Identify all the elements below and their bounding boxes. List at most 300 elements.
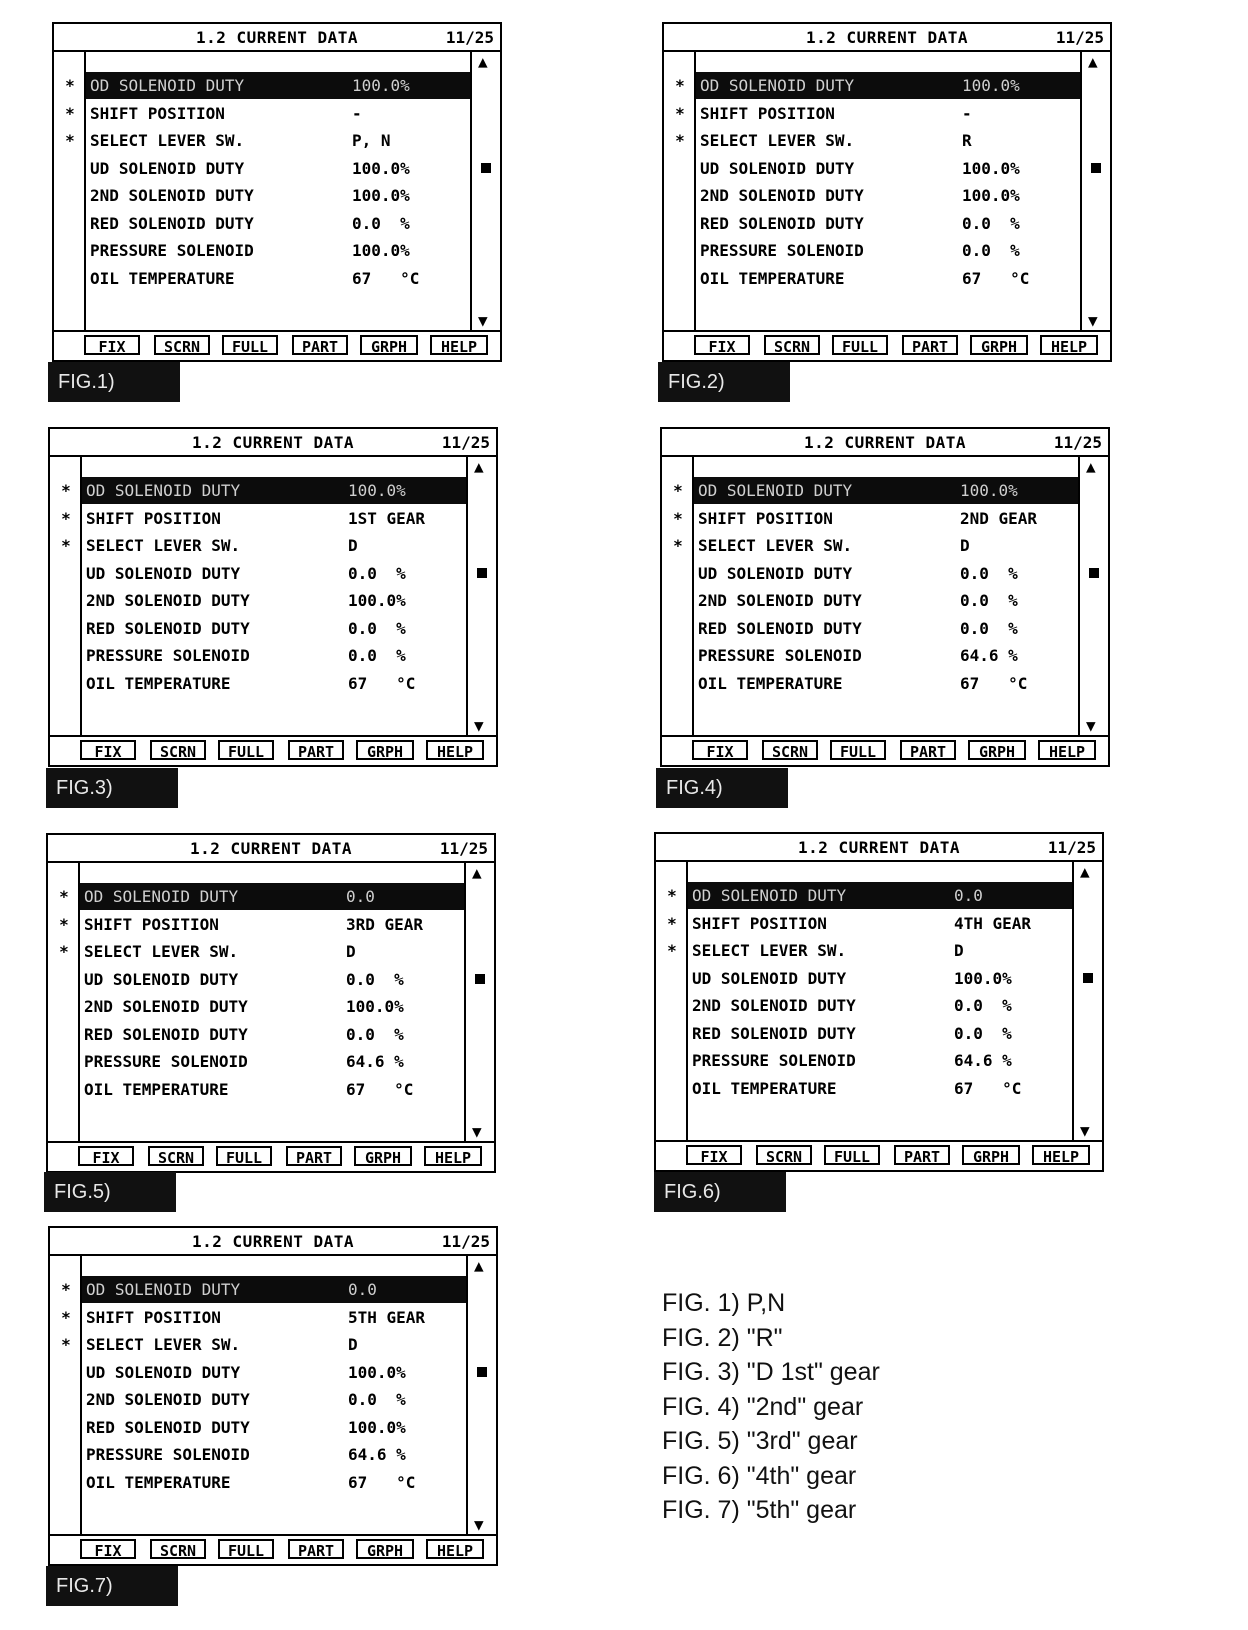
- scrollbar-thumb[interactable]: [1091, 163, 1101, 173]
- page-indicator: 11/25: [439, 839, 488, 858]
- data-item-value: 67 °C: [348, 673, 416, 693]
- scrollbar-thumb[interactable]: [477, 568, 487, 578]
- data-row[interactable]: [86, 210, 470, 237]
- figure-label: FIG.6): [654, 1172, 786, 1212]
- data-item-label: SHIFT POSITION: [86, 508, 221, 528]
- help-button[interactable]: HELP: [1032, 1145, 1090, 1165]
- data-item-value: 0.0 %: [346, 969, 404, 989]
- data-item-value: 100.0%: [960, 481, 1018, 500]
- fixed-item-marker-column: [664, 50, 696, 332]
- fixed-item-marker-column: [656, 860, 688, 1142]
- screen-title: 1.2 CURRENT DATA: [797, 838, 961, 857]
- legend-item: FIG. 5) "3rd" gear: [662, 1427, 858, 1455]
- data-row[interactable]: [86, 127, 470, 154]
- data-item-value: 0.0 %: [348, 618, 406, 638]
- scroll-up-arrow-icon[interactable]: ▲: [474, 1256, 484, 1275]
- fixed-item-marker-column: [50, 455, 82, 737]
- data-row[interactable]: [82, 1441, 466, 1468]
- data-item-value: 100.0%: [352, 241, 410, 260]
- data-list: [86, 50, 470, 332]
- data-row[interactable]: [82, 505, 466, 532]
- page-indicator: 11/25: [445, 28, 494, 47]
- part-button[interactable]: PART: [902, 335, 958, 355]
- data-item-label: OD SOLENOID DUTY: [698, 481, 853, 500]
- fixed-item-star-icon: *: [61, 1280, 71, 1299]
- full-button[interactable]: FULL: [216, 1146, 272, 1166]
- grph-button[interactable]: GRPH: [968, 740, 1026, 760]
- data-row[interactable]: [82, 1386, 466, 1413]
- fixed-item-star-icon: *: [667, 886, 677, 905]
- fixed-item-star-icon: *: [65, 76, 75, 95]
- scrn-button[interactable]: SCRN: [756, 1145, 812, 1165]
- data-item-label: UD SOLENOID DUTY: [90, 158, 245, 178]
- fixed-item-marker-column: [50, 1254, 82, 1536]
- data-item-label: SHIFT POSITION: [692, 913, 827, 933]
- data-item-label: 2ND SOLENOID DUTY: [700, 186, 864, 205]
- scrn-button[interactable]: SCRN: [154, 335, 210, 355]
- data-item-value: 0.0: [348, 1280, 377, 1299]
- help-button[interactable]: HELP: [1040, 335, 1098, 355]
- data-item-value: R: [962, 131, 972, 150]
- legend-item: FIG. 6) "4th" gear: [662, 1461, 857, 1490]
- scrn-button[interactable]: SCRN: [764, 335, 820, 355]
- fixed-item-star-icon: *: [61, 1335, 71, 1354]
- help-button[interactable]: HELP: [1038, 740, 1096, 760]
- data-item-value: D: [348, 1335, 358, 1354]
- data-item-value: 100.0%: [954, 968, 1012, 988]
- scrn-button[interactable]: SCRN: [150, 1539, 206, 1559]
- screen-title: 1.2 CURRENT DATA: [195, 28, 359, 47]
- data-item-value: P, N: [352, 131, 391, 150]
- scroll-down-arrow-icon[interactable]: ▼: [472, 1122, 482, 1141]
- data-row[interactable]: [696, 182, 1080, 209]
- data-item-value: 100.0%: [346, 997, 404, 1016]
- screen-title: 1.2 CURRENT DATA: [805, 28, 969, 47]
- data-item-label: OIL TEMPERATURE: [692, 1078, 837, 1098]
- data-item-value: 0.0 %: [348, 1390, 406, 1409]
- data-item-label: OD SOLENOID DUTY: [84, 887, 239, 906]
- full-button[interactable]: FULL: [218, 740, 274, 760]
- fixed-item-star-icon: *: [61, 536, 71, 555]
- data-item-label: SHIFT POSITION: [90, 103, 225, 123]
- scroll-up-arrow-icon[interactable]: ▲: [1080, 862, 1090, 881]
- data-item-label: SELECT LEVER SW.: [700, 131, 855, 150]
- data-row[interactable]: [80, 993, 464, 1020]
- scroll-up-arrow-icon[interactable]: ▲: [474, 457, 484, 476]
- data-item-value: D: [348, 536, 358, 555]
- data-item-label: RED SOLENOID DUTY: [86, 618, 250, 638]
- figure-label: FIG.1): [48, 362, 180, 402]
- data-row[interactable]: [82, 642, 466, 669]
- data-row[interactable]: [86, 182, 470, 209]
- data-row[interactable]: [696, 72, 1080, 99]
- function-key-bar: [50, 1534, 496, 1564]
- screen-title: 1.2 CURRENT DATA: [191, 433, 355, 452]
- help-button[interactable]: HELP: [424, 1146, 482, 1166]
- scroll-down-arrow-icon[interactable]: ▼: [1086, 716, 1096, 735]
- help-button[interactable]: HELP: [430, 335, 488, 355]
- data-item-label: RED SOLENOID DUTY: [84, 1024, 248, 1044]
- screen-title: 1.2 CURRENT DATA: [191, 1232, 355, 1251]
- data-item-value: 64.6 %: [348, 1445, 406, 1464]
- data-item-value: 0.0 %: [954, 1023, 1012, 1043]
- data-row[interactable]: [694, 560, 1078, 587]
- scrollbar[interactable]: [466, 1254, 496, 1536]
- title-bar: [50, 429, 496, 457]
- scan-tool-screen: [654, 832, 1104, 1172]
- full-button[interactable]: FULL: [222, 335, 278, 355]
- data-row[interactable]: [86, 237, 470, 264]
- data-item-value: 0.0 %: [954, 996, 1012, 1015]
- legend-item: FIG. 3) "D 1st" gear: [662, 1358, 880, 1386]
- data-item-label: UD SOLENOID DUTY: [698, 563, 853, 583]
- data-item-value: D: [346, 942, 356, 961]
- title-bar: [664, 24, 1110, 52]
- data-item-label: RED SOLENOID DUTY: [692, 1023, 856, 1043]
- scan-tool-screen: [48, 427, 498, 767]
- data-row[interactable]: [82, 532, 466, 559]
- data-row[interactable]: [80, 966, 464, 993]
- legend-item: FIG. 1) P,N: [662, 1289, 786, 1317]
- function-key-bar: [656, 1140, 1102, 1170]
- data-row[interactable]: [688, 1020, 1072, 1047]
- fixed-item-star-icon: *: [59, 914, 69, 934]
- data-item-label: 2ND SOLENOID DUTY: [90, 186, 254, 205]
- data-row[interactable]: [82, 1331, 466, 1358]
- figure-legend: [662, 1286, 880, 1528]
- data-item-value: 100.0%: [348, 481, 406, 500]
- data-item-label: OD SOLENOID DUTY: [692, 886, 847, 905]
- data-row[interactable]: [80, 938, 464, 965]
- data-item-label: SHIFT POSITION: [86, 1307, 221, 1327]
- function-key-bar: [48, 1141, 494, 1171]
- legend-item: FIG. 4) "2nd" gear: [662, 1392, 864, 1421]
- scrollbar-thumb[interactable]: [1089, 568, 1099, 578]
- data-item-value: 67 °C: [352, 268, 420, 288]
- scan-tool-screen: [662, 22, 1112, 362]
- grph-button[interactable]: GRPH: [354, 1146, 412, 1166]
- data-item-value: 1ST GEAR: [348, 508, 426, 528]
- part-button[interactable]: PART: [288, 1539, 344, 1559]
- scrn-button[interactable]: SCRN: [150, 740, 206, 760]
- data-item-label: OD SOLENOID DUTY: [86, 1280, 241, 1299]
- grph-button[interactable]: GRPH: [962, 1145, 1020, 1165]
- scan-tool-screen: [52, 22, 502, 362]
- data-item-label: PRESSURE SOLENOID: [84, 1052, 248, 1071]
- scroll-down-arrow-icon[interactable]: ▼: [1080, 1121, 1090, 1140]
- fixed-item-star-icon: *: [65, 103, 75, 123]
- data-item-value: D: [954, 941, 964, 960]
- data-row[interactable]: [688, 965, 1072, 992]
- scrollbar[interactable]: [1072, 860, 1102, 1142]
- function-key-bar: [54, 330, 500, 360]
- scrollbar[interactable]: [464, 861, 494, 1143]
- full-button[interactable]: FULL: [824, 1145, 880, 1165]
- data-list: [80, 861, 464, 1143]
- data-item-label: UD SOLENOID DUTY: [86, 563, 241, 583]
- data-row[interactable]: [696, 155, 1080, 182]
- figure-label: FIG.5): [44, 1172, 176, 1212]
- data-item-value: 67 °C: [346, 1079, 414, 1099]
- data-item-value: 100.0%: [962, 76, 1020, 95]
- data-item-value: 64.6 %: [346, 1052, 404, 1071]
- scroll-up-arrow-icon[interactable]: ▲: [1088, 52, 1098, 71]
- scroll-down-arrow-icon[interactable]: ▼: [478, 311, 488, 330]
- function-key-bar: [50, 735, 496, 765]
- data-row[interactable]: [80, 1021, 464, 1048]
- data-item-label: OIL TEMPERATURE: [698, 673, 843, 693]
- data-row[interactable]: [80, 1076, 464, 1103]
- data-row[interactable]: [80, 883, 464, 910]
- data-item-label: SELECT LEVER SW.: [86, 1335, 241, 1354]
- fixed-item-marker-column: [662, 455, 694, 737]
- part-button[interactable]: PART: [894, 1145, 950, 1165]
- data-row[interactable]: [694, 587, 1078, 614]
- scroll-down-arrow-icon[interactable]: ▼: [1088, 311, 1098, 330]
- data-row[interactable]: [696, 210, 1080, 237]
- data-row[interactable]: [694, 642, 1078, 669]
- fix-button[interactable]: FIX: [692, 740, 748, 760]
- data-row[interactable]: [688, 992, 1072, 1019]
- fixed-item-star-icon: *: [61, 508, 71, 528]
- data-item-value: 0.0: [954, 886, 983, 905]
- data-item-label: 2ND SOLENOID DUTY: [698, 591, 862, 610]
- data-item-value: 100.0%: [348, 1417, 406, 1437]
- data-item-value: 67 °C: [954, 1078, 1022, 1098]
- data-row[interactable]: [688, 1047, 1072, 1074]
- data-row[interactable]: [82, 615, 466, 642]
- function-key-bar: [664, 330, 1110, 360]
- data-item-label: UD SOLENOID DUTY: [700, 158, 855, 178]
- data-row[interactable]: [82, 477, 466, 504]
- data-row[interactable]: [696, 100, 1080, 127]
- data-item-label: RED SOLENOID DUTY: [90, 213, 254, 233]
- data-item-value: 100.0%: [962, 158, 1020, 178]
- data-item-label: 2ND SOLENOID DUTY: [86, 591, 250, 610]
- scroll-up-arrow-icon[interactable]: ▲: [478, 52, 488, 71]
- scan-tool-screen: [48, 1226, 498, 1566]
- data-row[interactable]: [82, 560, 466, 587]
- data-item-value: 100.0%: [962, 186, 1020, 205]
- figure-label: FIG.4): [656, 768, 788, 808]
- data-item-value: 0.0 %: [960, 591, 1018, 610]
- fixed-item-star-icon: *: [675, 103, 685, 123]
- data-row[interactable]: [80, 911, 464, 938]
- data-item-label: PRESSURE SOLENOID: [700, 241, 864, 260]
- help-button[interactable]: HELP: [426, 740, 484, 760]
- legend-item: FIG. 2) "R": [662, 1323, 783, 1352]
- data-item-label: 2ND SOLENOID DUTY: [84, 997, 248, 1016]
- data-row[interactable]: [82, 1276, 466, 1303]
- screen-title: 1.2 CURRENT DATA: [189, 839, 353, 858]
- fixed-item-star-icon: *: [675, 131, 685, 150]
- title-bar: [48, 835, 494, 863]
- data-row[interactable]: [694, 532, 1078, 559]
- data-item-label: PRESSURE SOLENOID: [698, 646, 862, 665]
- data-item-label: OD SOLENOID DUTY: [86, 481, 241, 500]
- data-row[interactable]: [696, 265, 1080, 292]
- function-key-bar: [662, 735, 1108, 765]
- fixed-item-star-icon: *: [59, 942, 69, 961]
- scrn-button[interactable]: SCRN: [148, 1146, 204, 1166]
- fix-button[interactable]: FIX: [80, 740, 136, 760]
- data-row[interactable]: [82, 1414, 466, 1441]
- data-item-value: 0.0 %: [962, 241, 1020, 260]
- scrollbar[interactable]: [1080, 50, 1110, 332]
- scroll-down-arrow-icon[interactable]: ▼: [474, 716, 484, 735]
- scrollbar-thumb[interactable]: [481, 163, 491, 173]
- fixed-item-star-icon: *: [61, 1307, 71, 1327]
- data-row[interactable]: [694, 615, 1078, 642]
- data-row[interactable]: [688, 937, 1072, 964]
- fixed-item-star-icon: *: [65, 131, 75, 150]
- data-row[interactable]: [694, 477, 1078, 504]
- fixed-item-star-icon: *: [673, 536, 683, 555]
- data-item-value: 100.0%: [352, 76, 410, 95]
- scrollbar-thumb[interactable]: [477, 1367, 487, 1377]
- data-item-label: 2ND SOLENOID DUTY: [86, 1390, 250, 1409]
- grph-button[interactable]: GRPH: [356, 1539, 414, 1559]
- data-row[interactable]: [82, 587, 466, 614]
- data-row[interactable]: [86, 100, 470, 127]
- data-item-value: 64.6 %: [960, 646, 1018, 665]
- title-bar: [54, 24, 500, 52]
- data-item-label: RED SOLENOID DUTY: [700, 213, 864, 233]
- page-indicator: 11/25: [441, 1232, 490, 1251]
- grph-button[interactable]: GRPH: [360, 335, 418, 355]
- data-list: [82, 455, 466, 737]
- data-row[interactable]: [82, 1304, 466, 1331]
- data-item-label: SHIFT POSITION: [700, 103, 835, 123]
- fixed-item-star-icon: *: [675, 76, 685, 95]
- data-item-value: 0.0: [346, 887, 375, 906]
- data-item-label: SELECT LEVER SW.: [692, 941, 847, 960]
- data-item-value: 100.0%: [348, 591, 406, 610]
- fixed-item-star-icon: *: [59, 887, 69, 906]
- scroll-up-arrow-icon[interactable]: ▲: [1086, 457, 1096, 476]
- data-row[interactable]: [86, 155, 470, 182]
- fixed-item-marker-column: [54, 50, 86, 332]
- data-list: [688, 860, 1072, 1142]
- help-button[interactable]: HELP: [426, 1539, 484, 1559]
- data-row[interactable]: [696, 127, 1080, 154]
- scrn-button[interactable]: SCRN: [762, 740, 818, 760]
- data-item-label: OIL TEMPERATURE: [700, 268, 845, 288]
- scroll-up-arrow-icon[interactable]: ▲: [472, 863, 482, 882]
- grph-button[interactable]: GRPH: [356, 740, 414, 760]
- data-row[interactable]: [80, 1048, 464, 1075]
- part-button[interactable]: PART: [292, 335, 348, 355]
- data-item-label: SELECT LEVER SW.: [90, 131, 245, 150]
- data-item-value: 67 °C: [962, 268, 1030, 288]
- data-item-label: SHIFT POSITION: [698, 508, 833, 528]
- data-item-value: 100.0%: [352, 186, 410, 205]
- data-row[interactable]: [82, 1469, 466, 1496]
- title-bar: [656, 834, 1102, 862]
- fix-button[interactable]: FIX: [686, 1145, 742, 1165]
- data-row[interactable]: [688, 882, 1072, 909]
- full-button[interactable]: FULL: [832, 335, 888, 355]
- data-item-value: 0.0 %: [348, 563, 406, 583]
- data-item-value: 0.0 %: [960, 563, 1018, 583]
- data-item-label: SELECT LEVER SW.: [86, 536, 241, 555]
- full-button[interactable]: FULL: [218, 1539, 274, 1559]
- data-list: [694, 455, 1078, 737]
- scroll-down-arrow-icon[interactable]: ▼: [474, 1515, 484, 1534]
- scrollbar[interactable]: [470, 50, 500, 332]
- data-item-value: -: [352, 103, 362, 123]
- scan-tool-screen: [46, 833, 496, 1173]
- data-row[interactable]: [694, 670, 1078, 697]
- scrollbar[interactable]: [466, 455, 496, 737]
- screen-title: 1.2 CURRENT DATA: [803, 433, 967, 452]
- part-button[interactable]: PART: [900, 740, 956, 760]
- fix-button[interactable]: FIX: [78, 1146, 134, 1166]
- title-bar: [662, 429, 1108, 457]
- data-item-value: 0.0 %: [960, 618, 1018, 638]
- data-item-label: RED SOLENOID DUTY: [698, 618, 862, 638]
- scrollbar-thumb[interactable]: [1083, 973, 1093, 983]
- fixed-item-star-icon: *: [667, 913, 677, 933]
- data-item-value: 4TH GEAR: [954, 913, 1032, 933]
- data-item-value: 67 °C: [960, 673, 1028, 693]
- scrollbar-thumb[interactable]: [475, 974, 485, 984]
- data-item-label: OD SOLENOID DUTY: [700, 76, 855, 95]
- data-list: [82, 1254, 466, 1536]
- data-row[interactable]: [86, 265, 470, 292]
- scrollbar[interactable]: [1078, 455, 1108, 737]
- data-item-label: UD SOLENOID DUTY: [86, 1362, 241, 1382]
- data-row[interactable]: [82, 670, 466, 697]
- data-item-value: 67 °C: [348, 1472, 416, 1492]
- data-item-value: 100.0%: [348, 1362, 406, 1382]
- data-item-label: OIL TEMPERATURE: [90, 268, 235, 288]
- data-row[interactable]: [688, 910, 1072, 937]
- data-item-value: 2ND GEAR: [960, 508, 1038, 528]
- part-button[interactable]: PART: [286, 1146, 342, 1166]
- fixed-item-star-icon: *: [673, 481, 683, 500]
- data-row[interactable]: [694, 505, 1078, 532]
- figure-label: FIG.7): [46, 1566, 178, 1606]
- full-button[interactable]: FULL: [830, 740, 886, 760]
- data-item-value: D: [960, 536, 970, 555]
- data-item-label: 2ND SOLENOID DUTY: [692, 996, 856, 1015]
- page-indicator: 11/25: [1053, 433, 1102, 452]
- fix-button[interactable]: FIX: [84, 335, 140, 355]
- data-item-label: OIL TEMPERATURE: [84, 1079, 229, 1099]
- data-row[interactable]: [688, 1075, 1072, 1102]
- data-item-value: 0.0 %: [352, 213, 410, 233]
- data-item-value: -: [962, 103, 972, 123]
- data-item-label: PRESSURE SOLENOID: [90, 241, 254, 260]
- data-row[interactable]: [696, 237, 1080, 264]
- data-item-value: 5TH GEAR: [348, 1307, 426, 1327]
- grph-button[interactable]: GRPH: [970, 335, 1028, 355]
- data-row[interactable]: [82, 1359, 466, 1386]
- part-button[interactable]: PART: [288, 740, 344, 760]
- data-item-label: PRESSURE SOLENOID: [86, 646, 250, 665]
- figure-label: FIG.3): [46, 768, 178, 808]
- data-row[interactable]: [86, 72, 470, 99]
- page-indicator: 11/25: [1055, 28, 1104, 47]
- fix-button[interactable]: FIX: [80, 1539, 136, 1559]
- data-item-value: 0.0 %: [962, 213, 1020, 233]
- data-item-label: SELECT LEVER SW.: [698, 536, 853, 555]
- fix-button[interactable]: FIX: [694, 335, 750, 355]
- page-indicator: 11/25: [1047, 838, 1096, 857]
- fixed-item-star-icon: *: [61, 481, 71, 500]
- figure-label: FIG.2): [658, 362, 790, 402]
